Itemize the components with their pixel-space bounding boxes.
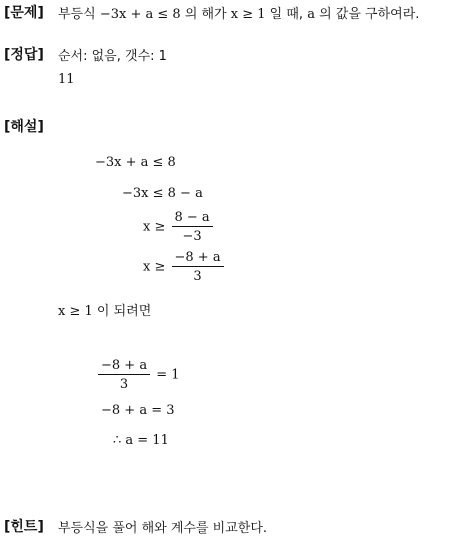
problem-tag: [문제]	[4, 5, 44, 21]
solution-line-3-lhs: x ≥	[143, 219, 166, 235]
solution-line-7: ∴ a = 11	[113, 433, 169, 448]
solution-line-6: −8 + a = 3	[101, 403, 175, 418]
solution-line-3	[143, 210, 215, 244]
problem-statement	[58, 3, 419, 22]
answer-tag: [정답]	[4, 47, 44, 63]
hint-text: 부등식을 풀어 해와 계수를 비교한다.	[58, 521, 268, 536]
numerator: −8 + a	[98, 358, 150, 375]
problem-mid1: 의 해가	[184, 7, 227, 22]
denominator: −3	[182, 229, 202, 244]
numerator: −8 + a	[172, 250, 224, 267]
problem-pre: 부등식	[58, 7, 96, 22]
solution-line-4-lhs: x ≥	[143, 259, 166, 275]
solution-condition-text: 이 되려면	[96, 304, 152, 319]
fraction	[98, 358, 150, 392]
numerator: 8 − a	[172, 210, 213, 227]
solution-condition	[58, 300, 151, 319]
problem-post: 의 값을 구하여라.	[319, 7, 420, 22]
solution-line-5-rhs: = 1	[156, 367, 180, 383]
solution-tag: [해설]	[4, 119, 44, 135]
answer-meta: 순서: 없음, 갯수: 1	[58, 49, 167, 64]
denominator: 3	[193, 269, 202, 284]
solution-line-2: −3x ≤ 8 − a	[122, 186, 203, 201]
answer-value: 11	[58, 72, 75, 87]
hint-tag: [힌트]	[4, 519, 44, 535]
solution-line-5	[96, 358, 180, 392]
solution-line-4	[143, 250, 226, 284]
problem-mid2: 일 때,	[269, 7, 304, 22]
problem-variable: a	[307, 7, 315, 22]
fraction	[172, 210, 213, 244]
solution-line-1: −3x + a ≤ 8	[95, 155, 176, 170]
denominator: 3	[119, 377, 129, 392]
problem-condition: x ≥ 1	[230, 7, 266, 22]
fraction	[172, 250, 224, 284]
solution-condition-math: x ≥ 1	[58, 304, 93, 319]
problem-inequality: −3x + a ≤ 8	[99, 7, 181, 22]
